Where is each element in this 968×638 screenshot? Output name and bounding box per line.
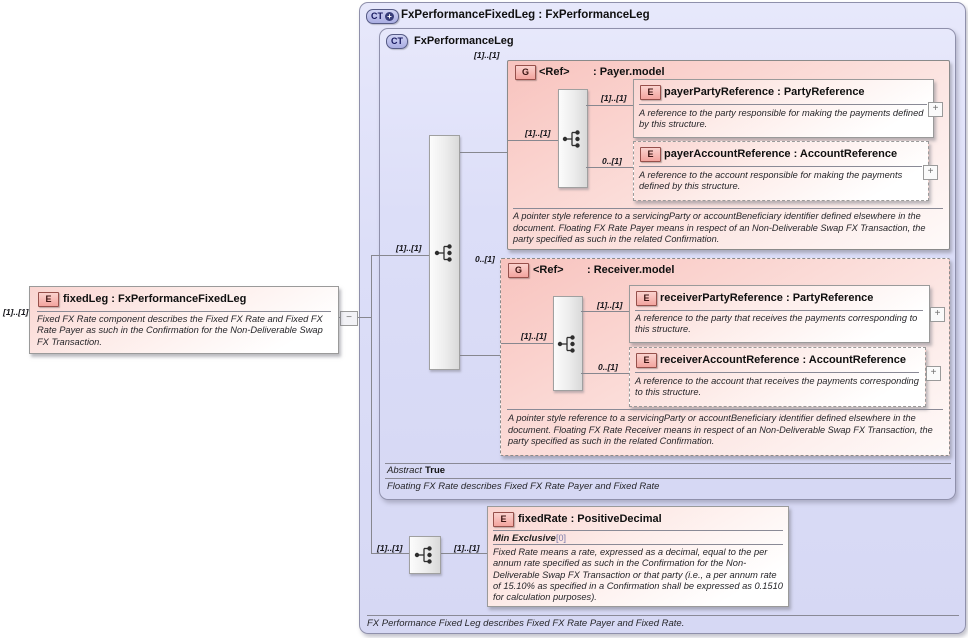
element-box-fixedrate[interactable] xyxy=(487,506,789,607)
divider xyxy=(507,409,943,410)
element-badge: E xyxy=(493,512,514,527)
group-ref-label: <Ref> xyxy=(539,66,570,78)
element-box-receiverpartyreference[interactable] xyxy=(629,285,930,343)
facet-value: [0] xyxy=(556,533,567,543)
element-title: receiverAccountReference : AccountReference xyxy=(660,354,906,366)
expand-toggle[interactable] xyxy=(926,366,941,381)
divider xyxy=(385,463,951,464)
divider xyxy=(639,104,927,105)
element-badge: E xyxy=(640,85,661,100)
cardinality-label: [1]..[1] xyxy=(601,93,627,103)
element-title: payerAccountReference : AccountReference xyxy=(664,148,898,160)
cardinality-label: 0..[1] xyxy=(475,254,495,264)
element-badge: E xyxy=(636,291,657,306)
group-box-receiver-model[interactable] xyxy=(500,258,950,456)
element-badge: E xyxy=(640,147,661,162)
cardinality-label: 0..[1] xyxy=(598,362,618,372)
sequence-icon xyxy=(557,334,579,354)
divider xyxy=(493,530,783,531)
cardinality-label: [1]..[1] xyxy=(474,50,500,60)
element-title: fixedRate : PositiveDecimal xyxy=(518,513,662,525)
complextype-badge xyxy=(386,34,408,49)
ct-badge-label: CT xyxy=(391,36,403,46)
expand-toggle[interactable] xyxy=(930,307,945,322)
expand-toggle[interactable] xyxy=(928,102,943,117)
ct-badge-label: CT xyxy=(371,11,383,21)
element-description: A reference to the account that receives the payments corresponding to this structure. xyxy=(635,376,919,398)
element-title: receiverPartyReference : PartyReference xyxy=(660,292,874,304)
cardinality-label: [1]..[1] xyxy=(597,300,623,310)
abstract-label: Abstract xyxy=(387,465,422,476)
element-title: payerPartyReference : PartyReference xyxy=(664,86,865,98)
cardinality-label: [1]..[1] xyxy=(3,307,29,317)
cardinality-label: [1]..[1] xyxy=(454,543,480,553)
connector-line xyxy=(371,553,409,554)
group-badge: G xyxy=(515,65,536,80)
derived-plus-icon: + xyxy=(385,12,394,21)
complextype-annotation: FX Performance Fixed Leg describes Fixed FX Rate Payer and Fixed Rate. xyxy=(367,618,685,629)
divider xyxy=(37,311,331,312)
connector-line xyxy=(581,311,629,312)
sequence-icon xyxy=(434,243,456,263)
group-box-payer-model[interactable] xyxy=(507,60,950,250)
element-box-fixedleg[interactable] xyxy=(29,286,339,354)
element-box-receiveraccountreference[interactable] xyxy=(629,347,926,407)
cardinality-label: [1]..[1] xyxy=(525,128,551,138)
complextype-title: FxPerformanceFixedLeg : FxPerformanceLeg xyxy=(401,9,650,21)
group-name: : Payer.model xyxy=(593,66,665,78)
complextype-title: FxPerformanceLeg xyxy=(414,35,514,47)
connector-line xyxy=(439,553,487,554)
connector-line xyxy=(371,255,429,256)
connector-line xyxy=(586,105,633,106)
abstract-value: True xyxy=(425,465,446,476)
group-name: : Receiver.model xyxy=(587,264,675,276)
element-description: A reference to the account responsible for making the payments defined by this structure. xyxy=(639,170,903,192)
sequence-compositor[interactable] xyxy=(553,296,583,391)
divider xyxy=(367,615,959,616)
divider xyxy=(385,478,951,479)
sequence-compositor[interactable] xyxy=(429,135,460,370)
element-box-payeraccountreference[interactable] xyxy=(633,141,929,201)
connector-line xyxy=(508,140,558,141)
divider xyxy=(639,166,922,167)
cardinality-label: [1]..[1] xyxy=(396,243,422,253)
complextype-badge xyxy=(366,9,399,24)
cardinality-label: [1]..[1] xyxy=(377,543,403,553)
element-description: A reference to the party that receives the payments corresponding to this structure. xyxy=(635,313,918,335)
divider xyxy=(493,544,783,545)
group-badge: G xyxy=(508,263,529,278)
facet-label: Min Exclusive xyxy=(493,533,556,544)
element-description: Fixed FX Rate component describes the Fixed FX Rate and Fixed FX Rate Payer as such in the Confirmation for the Non-Deliverable Swap FX Transaction. xyxy=(37,314,323,347)
divider xyxy=(513,208,943,209)
sequence-compositor[interactable] xyxy=(409,536,441,574)
divider xyxy=(635,310,923,311)
expand-toggle[interactable] xyxy=(923,165,938,180)
connector-line xyxy=(458,355,500,356)
sequence-icon xyxy=(414,545,436,565)
connector-line xyxy=(501,343,553,344)
complextype-annotation: Floating FX Rate describes Fixed FX Rate Payer and Fixed Rate xyxy=(387,481,660,492)
connector-line xyxy=(581,373,629,374)
group-ref-label: <Ref> xyxy=(533,264,564,276)
connector-line xyxy=(458,152,507,153)
element-description: A reference to the party responsible for making the payments defined by this structure. xyxy=(639,108,924,130)
group-annotation: A pointer style reference to a servicingParty or accountBeneficiary identifier defined elsewhere in the document. Floating FX Rate Payer means in respect of an Non-Deliverable Swap FX Transaction, the party specified as such in the related Confirmation. xyxy=(513,211,926,244)
element-badge: E xyxy=(636,353,657,368)
divider xyxy=(635,372,919,373)
element-title: fixedLeg : FxPerformanceFixedLeg xyxy=(63,293,247,305)
element-description: Fixed Rate means a rate, expressed as a decimal, equal to the per annum rate specified as such in the Confirmation for the Non-Deliverable Swap FX Transaction or that party (i.e., a per annum rate of 15.10% as specified in a Confirmation shall be expressed as 0.1510 for calculation purposes). xyxy=(493,547,783,603)
cardinality-label: [1]..[1] xyxy=(521,331,547,341)
sequence-icon xyxy=(562,129,584,149)
cardinality-label: 0..[1] xyxy=(602,156,622,166)
collapse-toggle[interactable] xyxy=(340,311,358,326)
element-box-payerpartyreference[interactable] xyxy=(633,79,934,138)
connector-line xyxy=(586,167,633,168)
element-badge: E xyxy=(38,292,59,307)
sequence-compositor[interactable] xyxy=(558,89,588,188)
connector-line xyxy=(371,255,372,553)
group-annotation: A pointer style reference to a servicingParty or accountBeneficiary identifier defined elsewhere in the document. Floating FX Rate Receiver means in respect of an Non-Deliverable Swap FX Transaction, the party specified as such in the related Confirmation. xyxy=(508,413,933,446)
